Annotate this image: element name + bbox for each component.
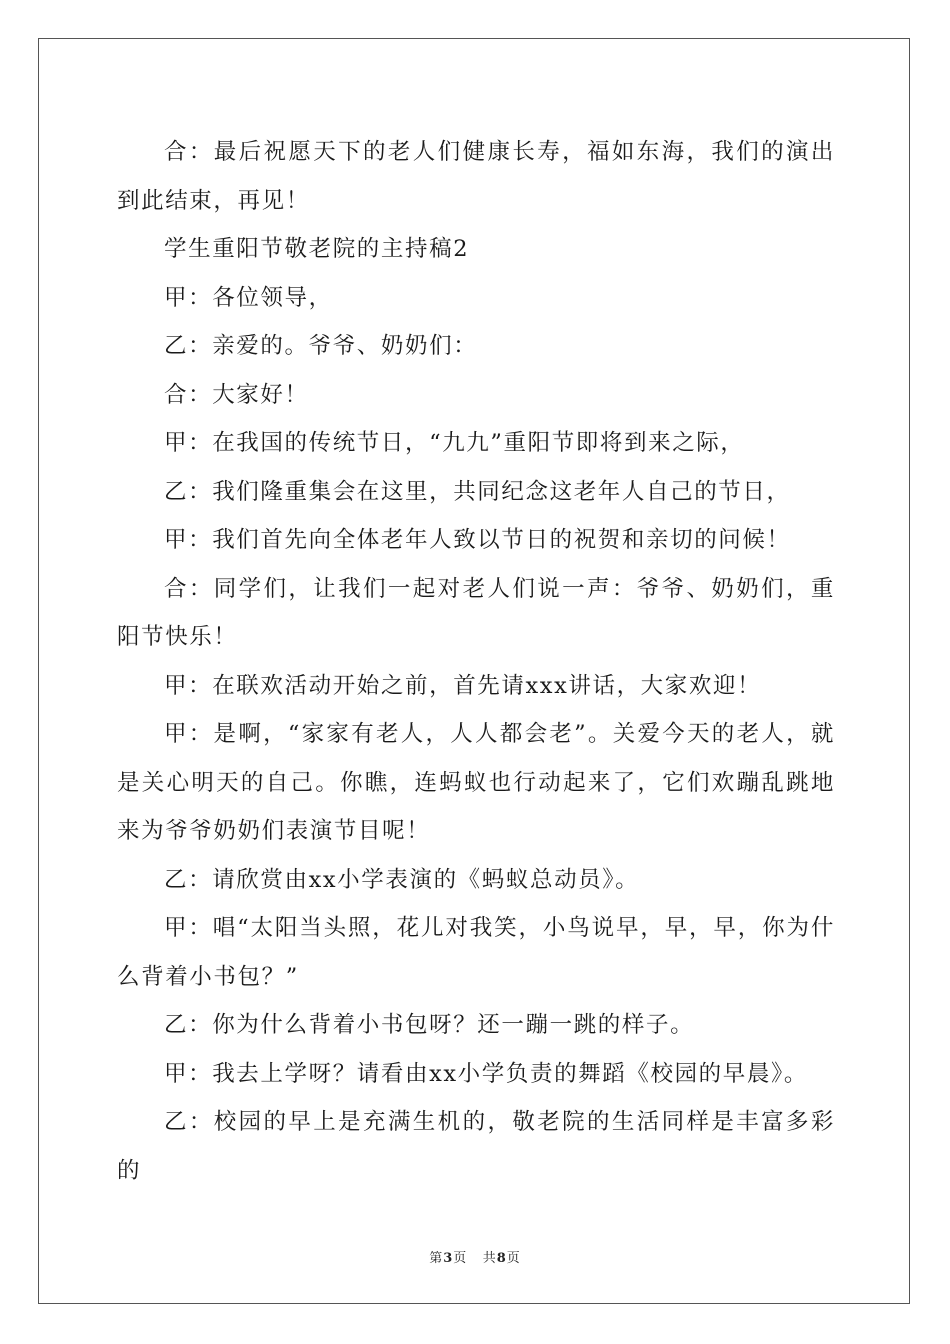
paragraph: 甲：我去上学呀？请看由xx小学负责的舞蹈《校园的早晨》。	[164, 1060, 808, 1087]
page-footer	[0, 1247, 950, 1266]
paragraph: 乙：校园的早上是充满生机的，敬老院的生活同样是丰富多彩的	[117, 1109, 835, 1184]
total-page-number: 8	[496, 1251, 507, 1266]
paragraph: 合：最后祝愿天下的老人们健康长寿，福如东海，我们的演出到此结束，再见！	[117, 139, 835, 214]
document-body	[117, 128, 835, 1195]
paragraph: 甲：在联欢活动开始之前，首先请xxx讲话，大家欢迎！	[164, 672, 762, 699]
paragraph: 甲：是啊，“家家有老人，人人都会老”。关爱今天的老人，就是关心明天的自己。你瞧，连蚂蚁也行动起来了，它们欢蹦乱跳地来为爷爷奶奶们表演节目呢！	[117, 721, 835, 844]
paragraph: 甲：我们首先向全体老年人致以节日的祝贺和亲切的问候！	[164, 527, 791, 553]
footer-total-prefix: 共	[482, 1251, 497, 1266]
footer-page-label: 页	[453, 1251, 468, 1266]
section-title: 学生重阳节敬老院的主持稿2	[164, 236, 470, 262]
paragraph: 合：同学们，让我们一起对老人们说一声：爷爷、奶奶们，重阳节快乐！	[117, 575, 835, 650]
paragraph: 乙：我们隆重集会在这里，共同纪念这老年人自己的节日，	[164, 478, 791, 505]
footer-prefix: 第	[429, 1251, 444, 1266]
current-page-number: 3	[443, 1251, 454, 1266]
paragraph: 合：大家好！	[164, 381, 309, 408]
paragraph: 甲：在我国的传统节日，“九九”重阳节即将到来之际，	[164, 430, 745, 456]
paragraph: 甲：各位领导，	[164, 284, 333, 311]
paragraph: 甲：唱“太阳当头照，花儿对我笑，小鸟说早，早，早，你为什么背着小书包？”	[117, 915, 835, 990]
footer-total-label: 页	[506, 1251, 521, 1266]
paragraph: 乙：你为什么背着小书包呀？还一蹦一跳的样子。	[164, 1012, 695, 1038]
paragraph: 乙：亲爱的。爷爷、奶奶们：	[164, 333, 478, 359]
paragraph: 乙：请欣赏由xx小学表演的《蚂蚁总动员》。	[164, 866, 640, 893]
